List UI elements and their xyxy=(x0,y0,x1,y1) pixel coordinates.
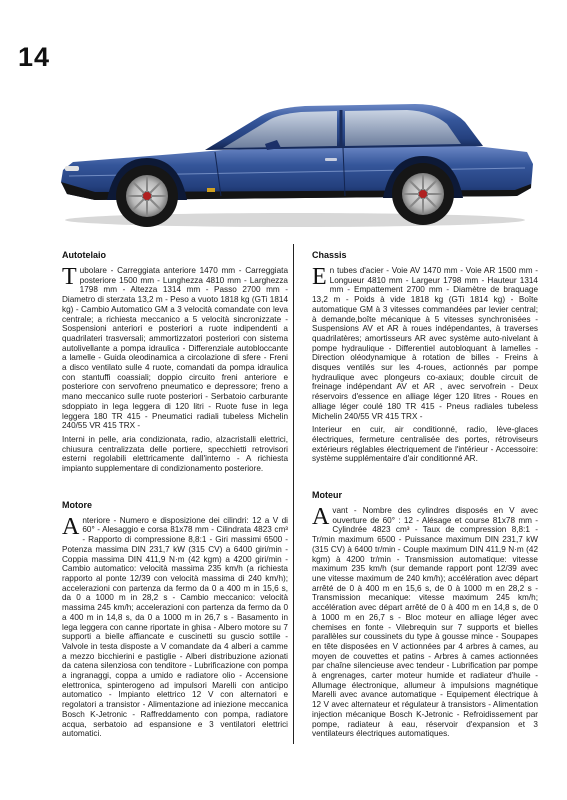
section-paragraph: Interni in pelle, aria condizionata, radio, alzacristalli elettrici, chiusura centralizzata delle portiere, specchietti retrovisori esterni regolabili elettricamente dall'interno - A richiesta impianto supplementare di condizionamento posteriore. xyxy=(62,434,288,474)
section-heading: Moteur xyxy=(312,490,342,501)
rear-wheel xyxy=(392,163,454,225)
car-illustration xyxy=(55,92,535,237)
dropcap: E xyxy=(312,264,327,290)
dropcap: T xyxy=(62,264,77,290)
french-column xyxy=(312,244,538,743)
section-paragraph: En tubes d'acier - Voie AV 1470 mm - Voie AR 1500 mm - Longueur 4810 mm - Largeur 1798 mm - Hauteur 1314 mm - Empattement 2700 mm - Diamètre de braquage 13,2 m - Poids à vide 1818 kg (GTi 1814 kg) - Boîte automatique GM à 3 vitesses commandées par levier central; à demande,boîte mécanique à 5 vitesses synchronisées - Suspensions AV et AR à roues indépendantes, à traverses quadrilatères; amortisseurs AR avec système auto-nivelant à pompe hydraulique - Differentiel autobloquant à lamelles - Direction oléodynamique à rotation de billes - Freins à disques ventilés sur les 4-roues, actionnés par pompe hydraulique avec plongeurs co-axiaux; double circuit de freinage indépendant AV et AR , avec servofrein - Deux réservoirs d'essence en alliage léger 120 litres - Roues en alliage léger coulé 180 TR 415 - Pneus radiales tubeless Michelin 240/55 VR 415 TRX - xyxy=(312,264,538,421)
column-divider xyxy=(293,244,294,744)
section-motore xyxy=(62,500,288,739)
section-paragraph: Interieur en cuir, air conditionné, radio, lève-glaces électriques, fermeture centralisée des portes, rétroviseurs extérieurs réglables électriquement de l'intérieur - Accessoire: système supplémentaire d'air conditionné AR. xyxy=(312,425,538,464)
section-heading: Autotelaio xyxy=(62,250,106,260)
dropcap: A xyxy=(312,504,330,531)
section-paragraph: Tubolare - Carreggiata anteriore 1470 mm - Carreggiata posteriore 1500 mm - Lunghezza 4810 mm - Larghezza 1798 mm - Altezza 1314 mm - Passo 2700 mm - Diametro di sterzata 13,2 m - Peso a vuoto 1818 kg (GTi 1814 kg) - Cambio Automatico GM a 3 velocità comandate con leva centrale; a richiesta meccanico a 5 velocità sincronizzate - Sospensioni anteriori e posteriori a ruote indipendenti a quadrilateri trasversali; ammortizzatori posteriori con sistema autolivellante a pompa idraulica - Differenziale autobloccante a lamelle - Guida oleodinamica a circolazione di sfere - Freni a disco ventilato sulle 4 ruote, comandati da pompa idraulica con stantuffi coassiali; doppio circuito freni anteriore e posteriore con servofreno pneumatico e depressore; freno a mano meccanico sulle ruote posteriori - Serbatoio carburante sdoppiato in lega leggera di 120 litri - Ruote fuse in lega leggera 180 TR 415 - Pneumatici radiali tubeless Michelin 240/55 VR 415 TRX - xyxy=(62,264,288,431)
section-paragraph: Anteriore - Numero e disposizione dei cilindri: 12 a V di 60° - Alesaggio e corsa 81x78 mm - Cilindrata 4823 cm³ - Rapporto di compressione 8,8:1 - Giri massimi 6500 - Potenza massima DIN 231,7 kW (315 CV) a 6400 giri/min - Coppia massima DIN 411,9 N·m (42 kgm) a 4200 giri/min - Cambio automatico: velocità massima 235 km/h (a richiesta rapporto al ponte 12/39 con velocità massima di 240 km/h); accelerazioni con partenza da fermo da 0 a 400 m in 15,6 s, da 0 a 1000 m in 28,2 s - Cambio meccanico: velocità massima 245 km/h; accelerazioni con partenza da fermo da 0 a 400 m in 14,8 s, da 0 a 1000 m in 26,7 s - Basamento in lega leggera con canne riportate in ghisa - Albero motore su 7 supporti a bielle affiancate e cuscinetti su guscio sottile - Valvole in testa disposte a V comandate da 4 alberi a camme a mezzo bicchierini e pastiglie - Alberi distribuzione azionati da catena silenziosa con tenditore - Lubrificazione con pompa a ingranaggi, coppa a umido e radiatore olio - Accensione elettronica, spinterogeno ad impulsori Marelli con anticipo automatico - Impianto elettrico 12 V con alternatori e regolatori a transistor - Alimentazione ad iniezione meccanica Bosch K-Jetronic - Raffreddamento con pompa, radiatore acqua, serbatoio ad espansione e 3 ventilatori elettrici automatici. xyxy=(62,513,288,739)
front-wheel xyxy=(116,165,178,227)
section-paragraph: Avant - Nombre des cylindres disposés en V avec ouverture de 60° : 12 - Alésage et course 81x78 mm - Cylindrée 4823 cm³ - Taux de compression 8,8:1 - Tr/min maximum 6500 - Puissance maximum DIN 231,7 kW (315 CV) à 6400 tr/min - Couple maximum DIN 411,9 N·m (42 kgm) à 4200 tr/min - Transmission automatique: vitesse maximum 235 km/h (sur demande rapport pont 12/39 avec une vitesse maximum de 240 km/h); accélération avec départ arrêté de 0 à 400 m en 15,6 s, de 0 à 1000 m en 28,2 s - Transmission mecanique: vitesse maximum 245 km/h; accélération avec départ arrêté de 0 à 400 m en 14,8 s, de 0 à 1000 m en 26,7 s - Bloc moteur en alliage léger avec chemises en fonte - Vilebrequin sur 7 supports et bielles parallèles sur coussinets du type à gousse mince - Soupapes en tête disposées en V actionnées par 4 arbres à cames, au moyen de couvettes et patins - Arbres à cames actionnées par chaîne silencieuse avec tendeur - Lubrification par pompe à engrenages, carter moteur humide et radiateur d'huile - Allumage électronique, allumeur à impulsions magnétique Marelli avec avance automatique - Equipement électrique à 12 V avec alternateur et régulateur à transistors - Alimentation injection mécanique Bosch K-Jetronic - Refroidissement par pompe, radiateur à eau, réservoir d'expansion et 3 ventilateurs électriques automatiques. xyxy=(312,504,538,739)
section-heading: Chassis xyxy=(312,250,347,260)
section-heading: Motore xyxy=(62,499,92,510)
section-moteur xyxy=(312,490,538,739)
section-chassis xyxy=(312,250,538,464)
page-number: 14 xyxy=(18,42,51,72)
italian-column xyxy=(62,244,288,743)
section-autotelaio xyxy=(62,250,288,474)
dropcap: A xyxy=(62,513,80,540)
